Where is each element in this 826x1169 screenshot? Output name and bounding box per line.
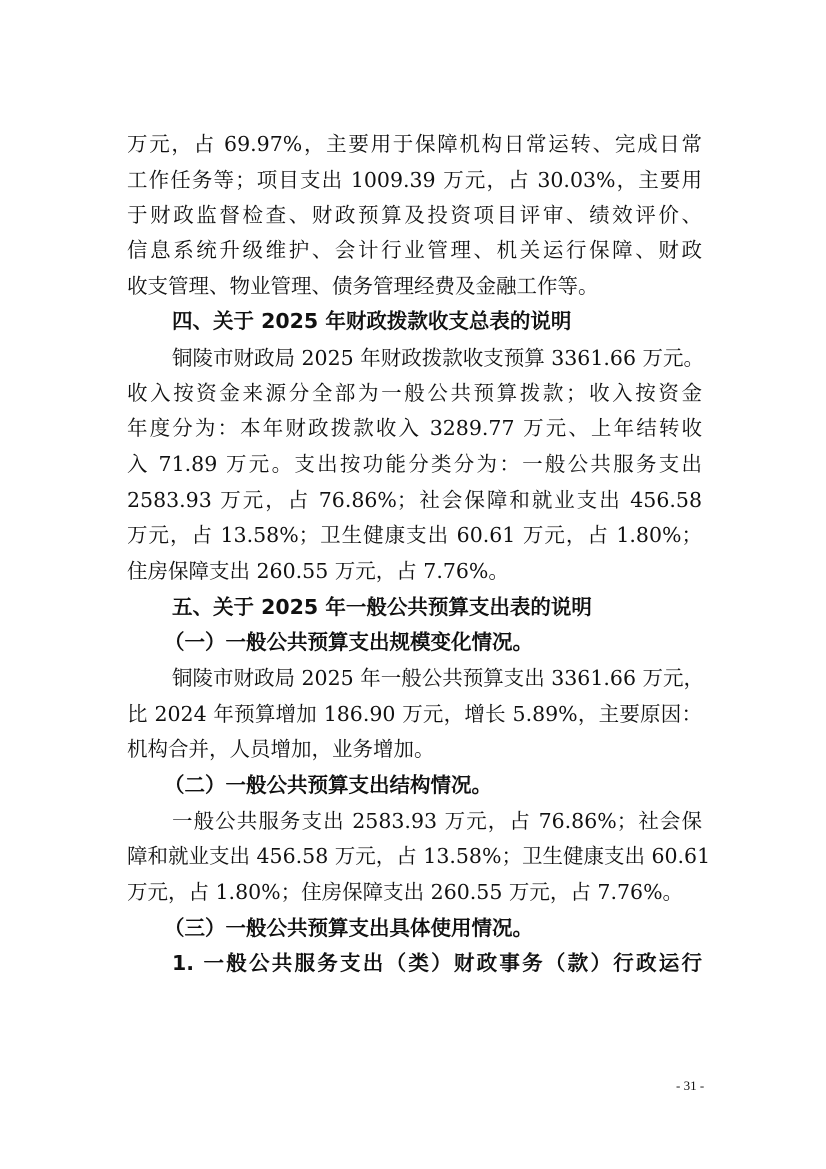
list-item-heading: 1. 一般公共服务支出（类）财政事务（款）行政运行: [172, 951, 702, 975]
paragraph-line: 年度分为：本年财政拨款收入 3289.77 万元、上年结转收: [127, 416, 702, 440]
subsection-heading-2: （二）一般公共预算支出结构情况。: [164, 773, 492, 797]
paragraph-line: 于财政监督检查、财政预算及投资项目评审、绩效评价、: [127, 203, 702, 227]
page-number: - 31 -: [676, 1078, 705, 1093]
paragraph-line: 机构合并，人员增加，业务增加。: [127, 737, 435, 761]
section-heading-5: 五、关于 2025 年一般公共预算支出表的说明: [172, 595, 592, 619]
subsection-heading-3: （三）一般公共预算支出具体使用情况。: [164, 916, 533, 940]
paragraph-line: 入 71.89 万元。支出按功能分类分为：一般公共服务支出: [127, 452, 702, 476]
paragraph-line: 铜陵市财政局 2025 年一般公共预算支出 3361.66 万元，: [172, 666, 705, 690]
paragraph-line: 2583.93 万元，占 76.86%；社会保障和就业支出 456.58: [127, 488, 702, 512]
paragraph-line: 工作任务等；项目支出 1009.39 万元，占 30.03%，主要用: [127, 168, 702, 192]
subsection-heading-1: （一）一般公共预算支出规模变化情况。: [164, 630, 533, 654]
paragraph-line: 万元，占 1.80%；住房保障支出 260.55 万元，占 7.76%。: [127, 880, 684, 904]
paragraph-line: 收支管理、物业管理、债务管理经费及金融工作等。: [127, 274, 599, 298]
section-heading-4: 四、关于 2025 年财政拨款收支总表的说明: [172, 309, 572, 333]
paragraph-line: 住房保障支出 260.55 万元，占 7.76%。: [127, 559, 509, 583]
paragraph-line: 一般公共服务支出 2583.93 万元，占 76.86%；社会保: [172, 809, 702, 833]
paragraph-line: 万元，占 13.58%；卫生健康支出 60.61 万元，占 1.80%；: [127, 523, 702, 547]
paragraph-line: 障和就业支出 456.58 万元，占 13.58%；卫生健康支出 60.61: [127, 844, 711, 868]
paragraph-line: 铜陵市财政局 2025 年财政拨款收支预算 3361.66 万元。: [172, 346, 705, 370]
paragraph-line: 信息系统升级维护、会计行业管理、机关运行保障、财政: [127, 238, 702, 262]
paragraph-line: 收入按资金来源分全部为一般公共预算拨款；收入按资金: [127, 381, 702, 405]
paragraph-line: 比 2024 年预算增加 186.90 万元，增长 5.89%，主要原因：: [127, 702, 702, 726]
paragraph-line: 万元，占 69.97%，主要用于保障机构日常运转、完成日常: [127, 132, 702, 156]
